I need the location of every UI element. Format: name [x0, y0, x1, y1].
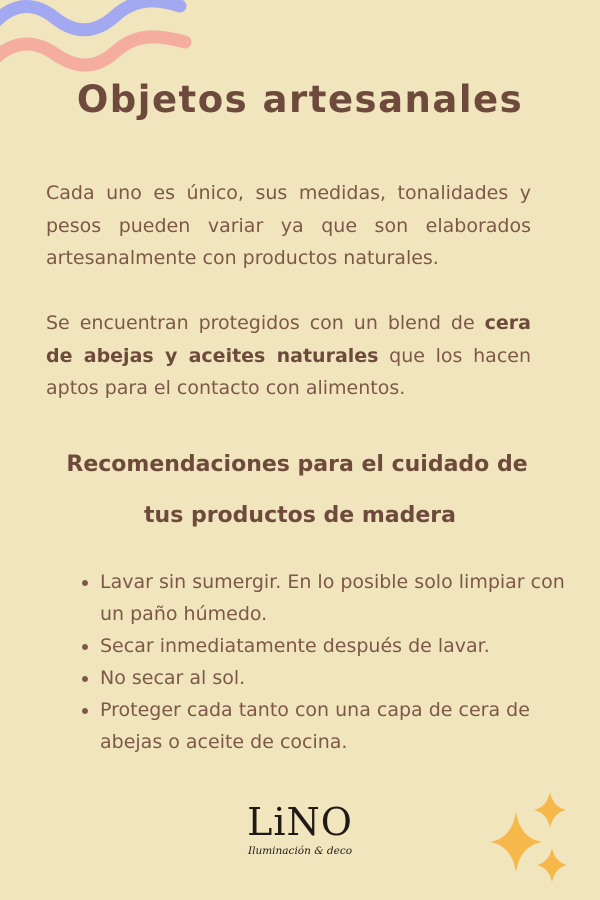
- logo-tagline: Iluminación & deco: [247, 845, 353, 857]
- protection-paragraph: [46, 307, 531, 405]
- list-item: • Proteger cada tanto con una capa de cera de abejas o aceite de cocina.: [100, 694, 580, 758]
- list-item: • Lavar sin sumergir. En lo posible solo limpiar con un paño húmedo.: [100, 566, 580, 630]
- protection-text-bold: cera de abejas y aceites naturales: [46, 312, 531, 367]
- page-title: Objetos artesanales: [76, 78, 524, 121]
- pink-wave: [0, 37, 185, 65]
- protection-text-start: Se encuentran protegidos con un blend de: [46, 312, 485, 334]
- blue-wave: [0, 1, 180, 30]
- intro-paragraph: Cada uno es único, sus medidas, tonalidades y pesos pueden variar ya que son elaborados artesanalmente con productos naturales.: [46, 182, 531, 269]
- sparkle-icon: [490, 790, 580, 890]
- sparkle-large: [490, 812, 542, 872]
- recommendations-heading-line2: tus productos de madera: [144, 503, 456, 528]
- recommendations-heading-line1: Recomendaciones para el cuidado de: [66, 452, 528, 477]
- logo-wordmark: LiNO: [247, 800, 353, 844]
- protection-text-end: que los hacen aptos para el contacto con alimentos.: [46, 344, 531, 399]
- recommendations-list: [78, 566, 580, 758]
- sparkle-bottom: [537, 848, 567, 882]
- list-item: • Secar inmediatamente después de lavar.: [100, 630, 580, 662]
- sparkle-top: [534, 792, 566, 828]
- list-item: • No secar al sol.: [100, 662, 580, 694]
- wave-decoration: [0, 0, 200, 80]
